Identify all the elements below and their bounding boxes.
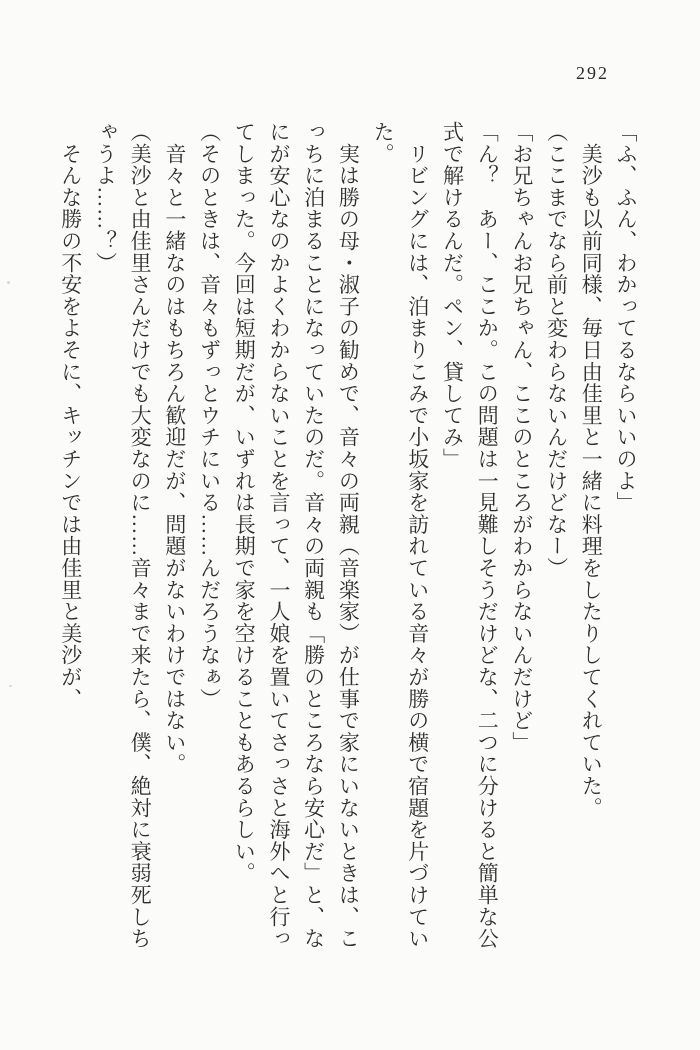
text-column-02: 美沙も以前同様、毎日由佳里と一緒に料理をしたりしてくれていた。 [579, 121, 604, 819]
text-column-07: リビングには、泊まりこみで小坂家を訪れている音々が勝の横で宿題を片づけてい [405, 121, 430, 950]
text-column-09: 実は勝の母・淑子の勧めで、音々の両親（音楽家）が仕事で家にいないときは、こ [336, 121, 361, 950]
scan-speck [7, 281, 10, 284]
scan-speck [9, 685, 12, 687]
text-column-17: そんな勝の不安をよそに、キッチンでは由佳里と美沙が、 [58, 121, 83, 710]
text-column-16: ゃうよ……？） [93, 121, 118, 274]
text-column-13: （そのときは、音々もずっとウチにいる……んだろうなぁ） [197, 121, 222, 710]
page-number: 292 [576, 63, 609, 83]
text-column-11: にが安心なのかよくわからないことを言って、一人娘を置いてさっさと海外へと行っ [266, 121, 291, 950]
text-column-06: 式で解けるんだ。ペン、貸してみ」 [440, 121, 465, 470]
text-column-15: （美沙と由佳里さんだけでも大変なのに……音々まで来たら、僕、絶対に衰弱死しち [128, 121, 153, 950]
text-column-08: た。 [371, 121, 396, 165]
text-column-14: 音々と一緒なのはもちろん歓迎だが、問題がないわけではない。 [162, 121, 187, 775]
text-column-05: 「ん？ あー、ここか。この問題は一見難しそうだけどな、二つに分けると簡単な公 [475, 121, 500, 950]
text-block [53, 121, 643, 961]
text-column-12: てしまった。今回は短期だが、いずれは長期で家を空けることもあるらしい。 [232, 121, 257, 884]
text-column-03: （ここまでなら前と変わらないんだけどなー） [544, 121, 569, 579]
text-column-04: 「お兄ちゃんお兄ちゃん、ここのところがわからないんだけど」 [509, 121, 534, 754]
text-column-01: 「ふ、ふん、わかってるならいいのよ」 [614, 121, 638, 514]
text-column-10: っちに泊まることになっていたのだ。音々の両親も「勝のところなら安心だ」と、な [301, 121, 326, 950]
